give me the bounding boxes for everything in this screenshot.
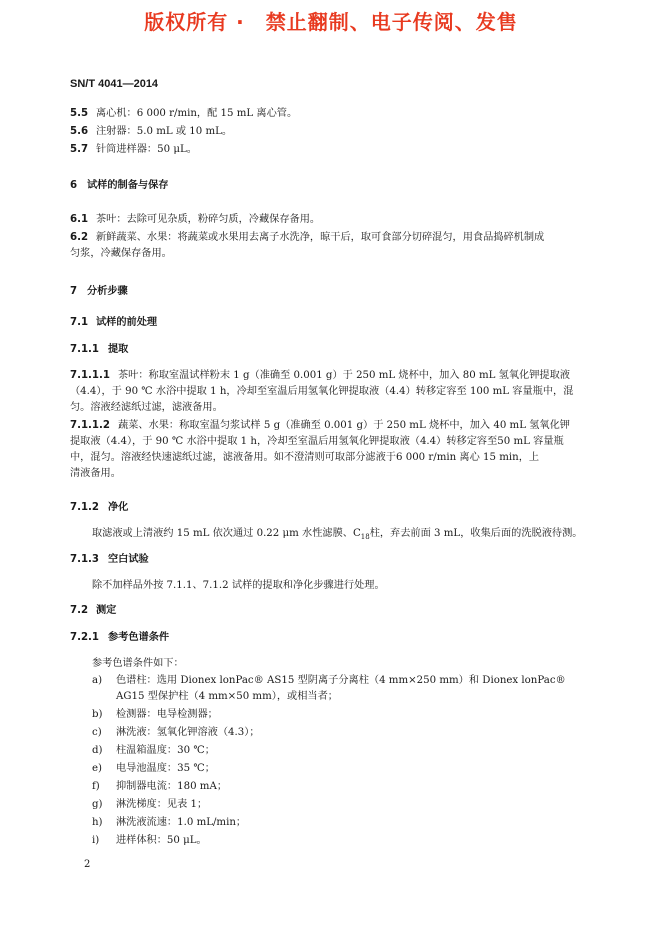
- clause-5-5: [70, 106, 297, 122]
- paragraph-text: 柱，弃去前面 3 mL，收集后面的洗脱液待测。: [369, 528, 583, 539]
- list-item: [92, 833, 207, 849]
- section-number: 7.2.1: [70, 632, 100, 643]
- clause-text: 茶叶：去除可见杂质，粉碎匀质，冷藏保存备用。: [96, 214, 321, 225]
- list-label: i): [92, 835, 100, 846]
- clause-text-line: 匀。溶液经滤纸过滤，滤液备用。: [70, 402, 223, 413]
- list-item: [92, 725, 260, 741]
- clause-number: 6.1: [70, 214, 89, 225]
- list-item: [92, 673, 566, 705]
- list-label: d): [92, 745, 103, 756]
- list-label: e): [92, 763, 103, 774]
- list-text: 电导池温度：35 ℃；: [116, 763, 215, 774]
- clause-number: 7.1.1.2: [70, 420, 110, 431]
- list-label: g): [92, 799, 103, 810]
- clause-5-6: [70, 124, 232, 140]
- copyright-banner: 版权所有 · 禁止翻制、电子传阅、发售: [144, 10, 518, 34]
- list-text-continued: AG15 型保护柱（4 mm×50 mm），或相当者；: [116, 691, 338, 702]
- section-number: 7.1.2: [70, 502, 100, 513]
- list-item: [92, 761, 215, 777]
- list-text: 淋洗液：氢氧化钾溶液（4.3）；: [116, 727, 260, 738]
- clause-text-line: 匀浆，冷藏保存备用。: [70, 248, 172, 259]
- list-item: [92, 815, 246, 831]
- section-title: 提取: [108, 344, 129, 355]
- section-title: 参考色谱条件: [108, 632, 170, 643]
- section-title: 试样的前处理: [96, 317, 158, 328]
- clause-5-7: [70, 142, 197, 158]
- list-label: c): [92, 727, 102, 738]
- clause-number: 5.7: [70, 144, 89, 155]
- clause-text-line: 中，混匀。溶液经快速滤纸过滤，滤液备用。如不澄清则可取部分滤液于6 000 r/min 离心 15 min，上: [70, 452, 540, 463]
- list-item: [92, 743, 215, 759]
- paragraph-7-1-3: 除不加样品外按 7.1.1、7.1.2 试样的提取和净化步骤进行处理。: [92, 580, 385, 591]
- section-7-1-heading: [70, 315, 157, 331]
- list-text: 淋洗梯度：见表 1；: [116, 799, 208, 810]
- clause-text-line: 新鲜蔬菜、水果：将蔬菜或水果用去离子水洗净，晾干后，取可食部分切碎混匀，用食品捣碎机制成: [96, 232, 545, 243]
- clause-text-line: （4.4），于 90 ℃ 水浴中提取 1 h，冷却至室温后用氢氧化钾提取液（4.4）转移定容至 100 mL 容量瓶中，混: [70, 386, 574, 397]
- clause-7-1-1-1: [70, 368, 573, 416]
- clause-text-line: 茶叶：称取室温试样粉末 1 g（准确至 0.001 g）于 250 mL 烧杯中，加入 80 mL 氢氧化钾提取液: [118, 370, 570, 381]
- clause-number: 5.5: [70, 108, 89, 119]
- section-number: 6: [70, 180, 78, 191]
- clause-number: 5.6: [70, 126, 89, 137]
- clause-text-line: 提取液（4.4），于 90 ℃ 水浴中提取 1 h，冷却至室温后用氢氧化钾提取液（4.4）转移定容至50 mL 容量瓶: [70, 436, 564, 447]
- clause-7-1-1-2: [70, 418, 570, 482]
- clause-6-2: [70, 230, 544, 262]
- section-7-1-1-heading: [70, 342, 128, 358]
- section-number: 7.1.3: [70, 554, 100, 565]
- paragraph-text: 取滤液或上清液约 15 mL 依次通过 0.22 μm 水性滤膜、C: [92, 528, 361, 539]
- section-number: 7.2: [70, 605, 89, 616]
- list-item: [92, 779, 227, 795]
- list-label: a): [92, 675, 103, 686]
- section-number: 7: [70, 286, 78, 297]
- section-7-2-1-heading: [70, 630, 169, 646]
- clause-text: 针筒进样器：50 μL。: [96, 144, 197, 155]
- clause-number: 7.1.1.1: [70, 370, 110, 381]
- section-title: 试样的制备与保存: [87, 180, 169, 191]
- section-title: 分析步骤: [87, 286, 128, 297]
- list-label: f): [92, 781, 100, 792]
- section-title: 空白试验: [108, 554, 149, 565]
- clause-text: 离心机：6 000 r/min，配 15 mL 离心管。: [96, 108, 298, 119]
- section-7-1-2-heading: [70, 500, 128, 516]
- list-item: [92, 707, 218, 723]
- clause-text: 注射器：5.0 mL 或 10 mL。: [96, 126, 233, 137]
- list-text: 柱温箱温度：30 ℃；: [116, 745, 215, 756]
- section-6-heading: [70, 178, 169, 194]
- list-label: h): [92, 817, 103, 828]
- section-number: 7.1.1: [70, 344, 100, 355]
- list-intro: 参考色谱条件如下：: [92, 658, 184, 669]
- page-number: 2: [84, 859, 91, 870]
- list-item: [92, 797, 207, 813]
- subscript: 18: [360, 533, 370, 542]
- section-7-heading: [70, 284, 128, 300]
- list-text: 抑制器电流：180 mA；: [116, 781, 228, 792]
- section-title: 测定: [96, 605, 117, 616]
- section-number: 7.1: [70, 317, 89, 328]
- list-text: 淋洗液流速：1.0 mL/min；: [116, 817, 247, 828]
- section-title: 净化: [108, 502, 129, 513]
- clause-number: 6.2: [70, 232, 89, 243]
- section-7-2-heading: [70, 603, 116, 619]
- clause-text-line: 蔬菜、水果：称取室温匀浆试样 5 g（准确至 0.001 g）于 250 mL 烧杯中，加入 40 mL 氢氧化钾: [118, 420, 570, 431]
- list-text: 色谱柱：选用 Dionex lonPac® AS15 型阴离子分离柱（4 mm×250 mm）和 Dionex lonPac®: [116, 675, 566, 686]
- section-7-1-3-heading: [70, 552, 149, 568]
- clause-6-1: [70, 212, 320, 228]
- list-text: 检测器：电导检测器；: [116, 709, 218, 720]
- clause-text-line: 清液备用。: [70, 468, 121, 479]
- standard-code: SN/T 4041—2014: [70, 78, 159, 90]
- paragraph-7-1-2: [92, 526, 582, 545]
- list-label: b): [92, 709, 103, 720]
- list-text: 进样体积：50 μL。: [116, 835, 207, 846]
